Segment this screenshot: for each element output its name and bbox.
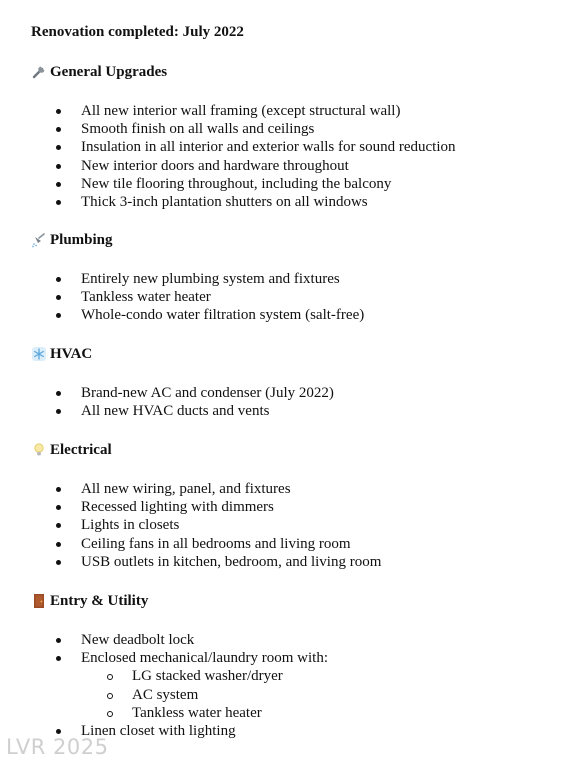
sub-list-item: Tankless water heater	[0, 704, 563, 722]
snowflake-icon	[30, 345, 48, 363]
section-heading-label: Plumbing	[50, 232, 113, 248]
section-heading	[30, 440, 112, 460]
entry-utility-list	[0, 631, 563, 740]
list-item: All new HVAC ducts and vents	[0, 402, 563, 420]
list-item: Tankless water heater	[0, 288, 563, 306]
list-item: Brand-new AC and condenser (July 2022)	[0, 384, 563, 402]
section-heading-label: Entry & Utility	[50, 593, 149, 609]
list-item: New tile flooring throughout, including the balcony	[0, 175, 563, 193]
list-item: Smooth finish on all walls and ceilings	[0, 120, 563, 138]
light-bulb-icon	[30, 441, 48, 459]
sub-list-item: LG stacked washer/dryer	[0, 667, 563, 685]
wrench-icon	[30, 63, 48, 81]
list-item: All new interior wall framing (except structural wall)	[0, 102, 563, 120]
section-heading-label: General Upgrades	[50, 64, 168, 80]
list-item: Insulation in all interior and exterior walls for sound reduction	[0, 138, 563, 156]
section-heading-label: HVAC	[50, 346, 93, 362]
section-heading	[30, 344, 92, 364]
section-heading	[30, 230, 113, 250]
list-item: New interior doors and hardware throughout	[0, 157, 563, 175]
general-upgrades-list	[0, 102, 563, 211]
hvac-list	[0, 384, 563, 420]
list-item: Whole-condo water filtration system (salt-free)	[0, 306, 563, 324]
list-item: Lights in closets	[0, 516, 563, 534]
watermark: LVR 2025	[6, 735, 109, 759]
door-icon	[30, 592, 48, 610]
list-item: Enclosed mechanical/laundry room with:	[0, 649, 563, 667]
plumbing-list	[0, 270, 563, 325]
list-item: USB outlets in kitchen, bedroom, and living room	[0, 553, 563, 571]
section-heading-label: Electrical	[50, 442, 112, 458]
list-item: Entirely new plumbing system and fixtures	[0, 270, 563, 288]
shower-head-icon	[30, 231, 48, 249]
section-heading	[30, 62, 167, 82]
list-item: Ceiling fans in all bedrooms and living room	[0, 535, 563, 553]
list-item: Thick 3-inch plantation shutters on all windows	[0, 193, 563, 211]
document-title: Renovation completed: July 2022	[31, 24, 244, 40]
electrical-list	[0, 480, 563, 571]
list-item: New deadbolt lock	[0, 631, 563, 649]
list-item: All new wiring, panel, and fixtures	[0, 480, 563, 498]
list-item: Linen closet with lighting	[0, 722, 563, 740]
section-heading	[30, 591, 148, 611]
list-item: Recessed lighting with dimmers	[0, 498, 563, 516]
sub-list-item: AC system	[0, 686, 563, 704]
